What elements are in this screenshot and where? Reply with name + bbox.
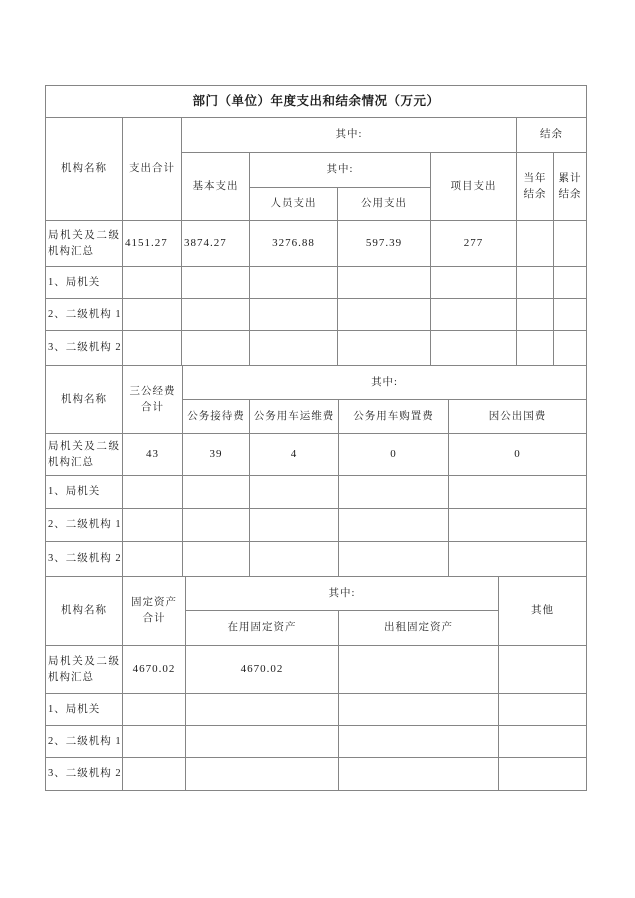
- empty-cell: [499, 694, 587, 726]
- empty-cell: [123, 476, 183, 509]
- empty-cell: [499, 646, 587, 694]
- org-name-header: 机构名称: [46, 577, 123, 646]
- empty-cell: [183, 509, 250, 542]
- row-label: 1、局机关: [46, 267, 123, 299]
- cumulative-balance-header: 累计结余: [554, 153, 587, 221]
- empty-cell: [338, 299, 431, 331]
- empty-cell: [186, 758, 339, 791]
- row-label: 3、二级机构 2: [46, 542, 123, 577]
- row-label: 局机关及二级机构汇总: [46, 646, 123, 694]
- empty-cell: [339, 646, 499, 694]
- in-use-fixed-assets-value: 4670.02: [186, 646, 339, 694]
- project-expenditure-value: 277: [431, 221, 517, 267]
- empty-cell: [517, 221, 554, 267]
- other-header: 其他: [499, 577, 587, 646]
- table-row: [46, 476, 587, 509]
- empty-cell: [183, 542, 250, 577]
- empty-cell: [250, 267, 338, 299]
- official-reception-value: 39: [183, 434, 250, 476]
- fixed-assets-total-header: 固定资产合计: [123, 577, 186, 646]
- empty-cell: [123, 542, 183, 577]
- empty-cell: [339, 509, 449, 542]
- overseas-travel-value: 0: [449, 434, 587, 476]
- row-label: 2、二级机构 1: [46, 299, 123, 331]
- empty-cell: [499, 726, 587, 758]
- empty-cell: [554, 299, 587, 331]
- table-row: [46, 726, 587, 758]
- empty-cell: [250, 299, 338, 331]
- vehicle-maintenance-value: 4: [250, 434, 339, 476]
- table-row: [46, 646, 587, 694]
- basic-expenditure-header: 基本支出: [182, 153, 250, 221]
- empty-cell: [186, 726, 339, 758]
- org-name-header: 机构名称: [46, 366, 123, 434]
- table-row: [46, 331, 587, 366]
- among-header: 其中:: [182, 118, 517, 153]
- empty-cell: [554, 331, 587, 366]
- empty-cell: [182, 331, 250, 366]
- row-label: 1、局机关: [46, 694, 123, 726]
- empty-cell: [123, 726, 186, 758]
- row-label: 3、二级机构 2: [46, 758, 123, 791]
- among-header-2: 其中:: [250, 153, 431, 188]
- fixed-assets-table: [45, 576, 587, 791]
- table-row: [46, 694, 587, 726]
- empty-cell: [499, 758, 587, 791]
- empty-cell: [123, 694, 186, 726]
- empty-cell: [449, 542, 587, 577]
- three-public-expenses-table: [45, 365, 587, 577]
- table-row: [46, 509, 587, 542]
- empty-cell: [517, 267, 554, 299]
- total-expenditure-header: 支出合计: [123, 118, 182, 221]
- vehicle-purchase-header: 公务用车购置费: [339, 400, 449, 434]
- empty-cell: [123, 509, 183, 542]
- expenditure-balance-table: [45, 85, 587, 366]
- empty-cell: [449, 509, 587, 542]
- table-row: [46, 299, 587, 331]
- three-public-total-header: 三公经费合计: [123, 366, 183, 434]
- empty-cell: [123, 299, 182, 331]
- in-use-fixed-assets-header: 在用固定资产: [186, 611, 339, 646]
- row-label: 局机关及二级机构汇总: [46, 434, 123, 476]
- table-row: [46, 434, 587, 476]
- table-row: [46, 758, 587, 791]
- empty-cell: [338, 331, 431, 366]
- vehicle-purchase-value: 0: [339, 434, 449, 476]
- vehicle-maintenance-header: 公务用车运维费: [250, 400, 339, 434]
- empty-cell: [339, 476, 449, 509]
- empty-cell: [517, 299, 554, 331]
- project-expenditure-header: 项目支出: [431, 153, 517, 221]
- empty-cell: [554, 221, 587, 267]
- fixed-assets-total-value: 4670.02: [123, 646, 186, 694]
- empty-cell: [182, 267, 250, 299]
- among-header: 其中:: [183, 366, 587, 400]
- empty-cell: [186, 694, 339, 726]
- report-sheet: [45, 85, 586, 791]
- table-row: [46, 221, 587, 267]
- overseas-travel-header: 因公出国费: [449, 400, 587, 434]
- basic-expenditure-value: 3874.27: [182, 221, 250, 267]
- empty-cell: [250, 542, 339, 577]
- row-label: 局机关及二级机构汇总: [46, 221, 123, 267]
- three-public-total-value: 43: [123, 434, 183, 476]
- table-row: [46, 267, 587, 299]
- among-header: 其中:: [186, 577, 499, 611]
- empty-cell: [123, 331, 182, 366]
- table-title: 部门（单位）年度支出和结余情况（万元）: [46, 86, 587, 118]
- row-label: 1、局机关: [46, 476, 123, 509]
- org-name-header: 机构名称: [46, 118, 123, 221]
- row-label: 3、二级机构 2: [46, 331, 123, 366]
- empty-cell: [183, 476, 250, 509]
- current-year-balance-header: 当年结余: [517, 153, 554, 221]
- personnel-expenditure-value: 3276.88: [250, 221, 338, 267]
- empty-cell: [517, 331, 554, 366]
- empty-cell: [250, 476, 339, 509]
- empty-cell: [250, 331, 338, 366]
- table-row: [46, 542, 587, 577]
- row-label: 2、二级机构 1: [46, 726, 123, 758]
- empty-cell: [339, 726, 499, 758]
- rented-fixed-assets-header: 出租固定资产: [339, 611, 499, 646]
- row-label: 2、二级机构 1: [46, 509, 123, 542]
- empty-cell: [339, 542, 449, 577]
- empty-cell: [431, 331, 517, 366]
- empty-cell: [431, 299, 517, 331]
- personnel-expenditure-header: 人员支出: [250, 188, 338, 221]
- empty-cell: [431, 267, 517, 299]
- empty-cell: [123, 267, 182, 299]
- empty-cell: [250, 509, 339, 542]
- empty-cell: [339, 758, 499, 791]
- empty-cell: [339, 694, 499, 726]
- official-reception-header: 公务接待费: [183, 400, 250, 434]
- empty-cell: [123, 758, 186, 791]
- balance-header: 结余: [517, 118, 587, 153]
- empty-cell: [449, 476, 587, 509]
- empty-cell: [338, 267, 431, 299]
- public-expenditure-value: 597.39: [338, 221, 431, 267]
- empty-cell: [554, 267, 587, 299]
- total-expenditure-value: 4151.27: [123, 221, 182, 267]
- public-expenditure-header: 公用支出: [338, 188, 431, 221]
- empty-cell: [182, 299, 250, 331]
